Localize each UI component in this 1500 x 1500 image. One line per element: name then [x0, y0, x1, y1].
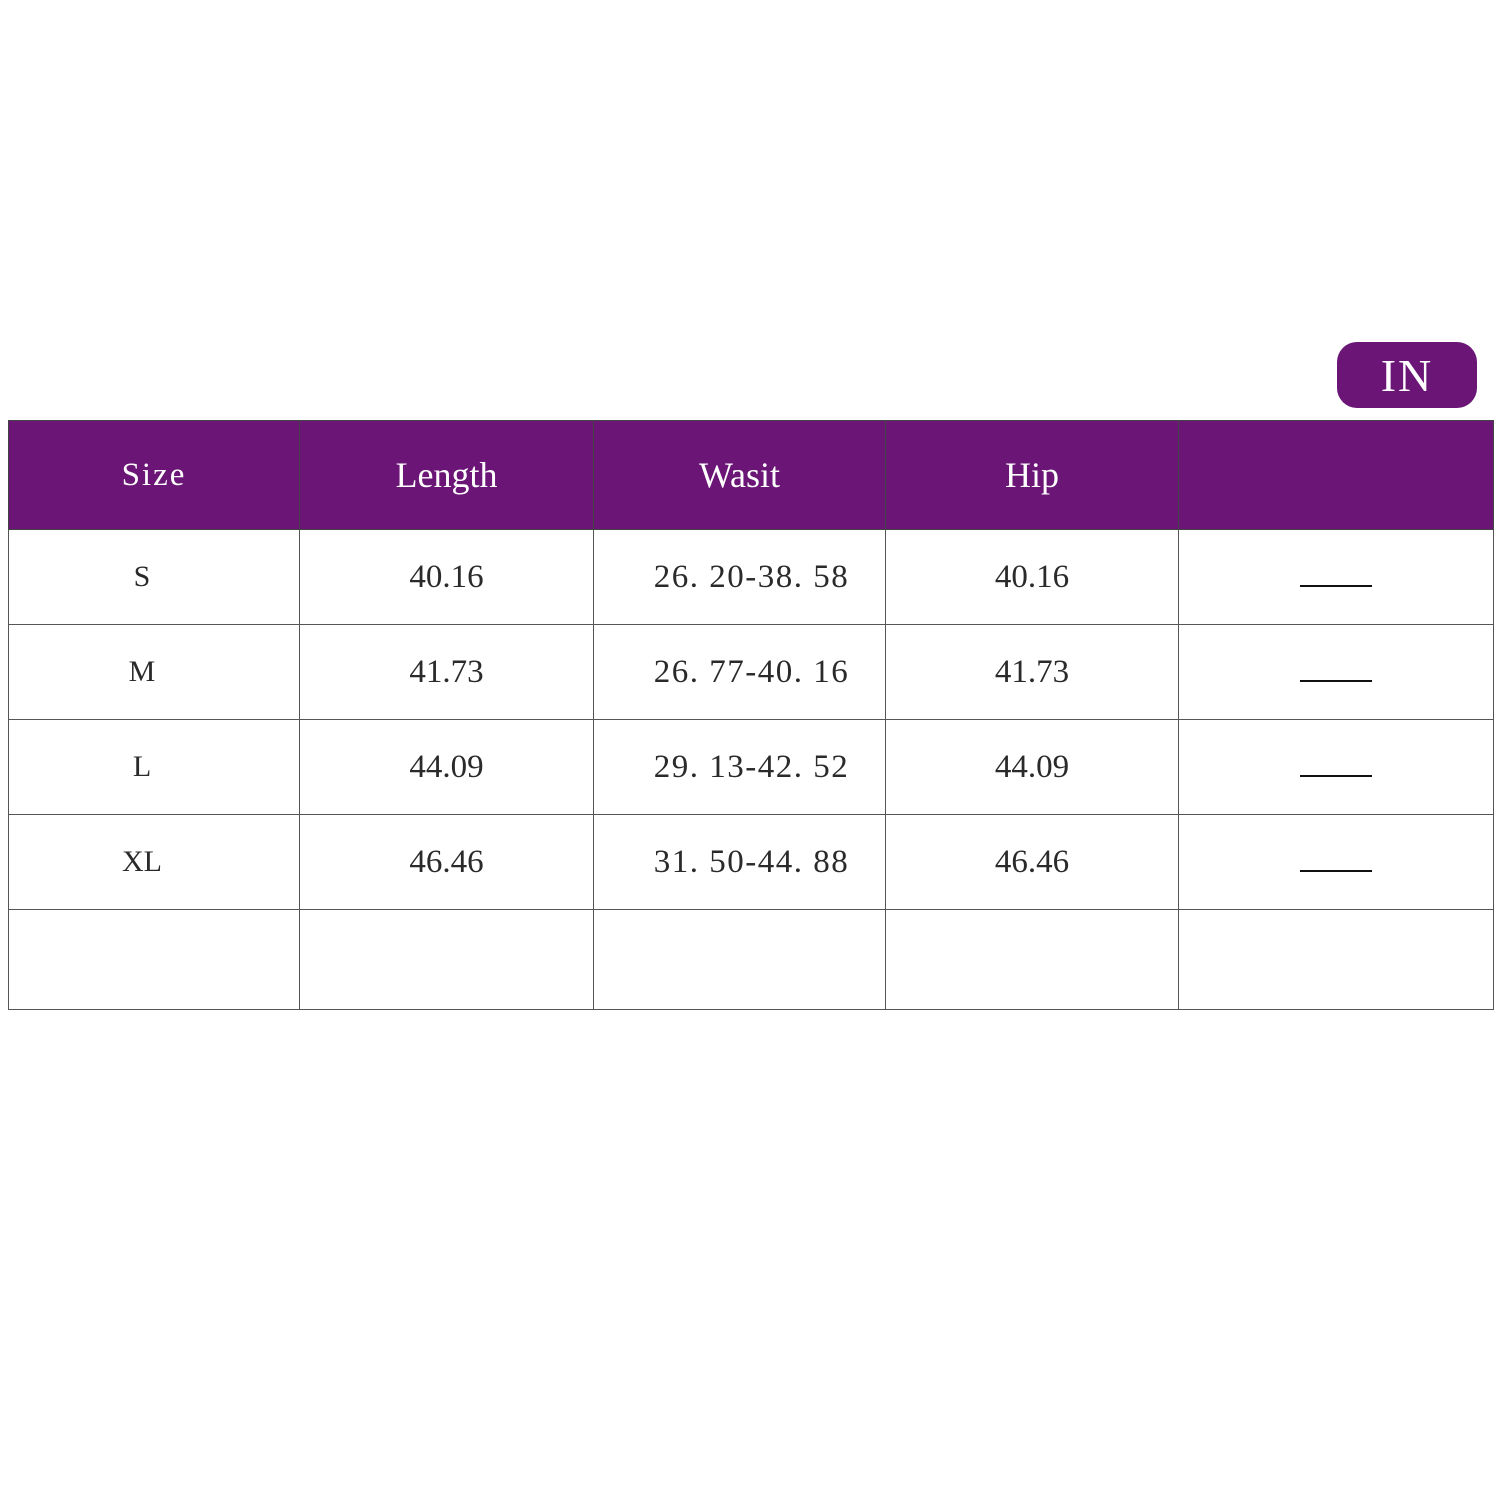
dash-icon [1300, 680, 1372, 682]
dash-cell [1179, 720, 1494, 815]
header-blank [1179, 421, 1494, 530]
size-chart-table [8, 420, 1494, 1010]
table-row [9, 530, 1494, 625]
empty-cell [1179, 910, 1494, 1010]
dash-cell [1179, 530, 1494, 625]
size-cell: L [9, 720, 300, 815]
empty-cell [9, 910, 300, 1010]
waist-cell: 29. 13-42. 52 [594, 720, 886, 815]
length-cell: 40.16 [300, 530, 594, 625]
table-header-row [9, 421, 1494, 530]
waist-cell: 26. 77-40. 16 [594, 625, 886, 720]
waist-cell: 26. 20-38. 58 [594, 530, 886, 625]
table-row [9, 720, 1494, 815]
waist-cell: 31. 50-44. 88 [594, 815, 886, 910]
length-cell: 44.09 [300, 720, 594, 815]
hip-cell: 41.73 [886, 625, 1179, 720]
size-cell: M [9, 625, 300, 720]
dash-cell [1179, 625, 1494, 720]
header-hip: Hip [886, 421, 1179, 530]
table-row [9, 625, 1494, 720]
hip-cell: 46.46 [886, 815, 1179, 910]
empty-cell [594, 910, 886, 1010]
length-cell: 46.46 [300, 815, 594, 910]
header-waist: Wasit [594, 421, 886, 530]
unit-badge: IN [1337, 342, 1477, 408]
dash-icon [1300, 775, 1372, 777]
dash-cell [1179, 815, 1494, 910]
size-cell: XL [9, 815, 300, 910]
table-row [9, 815, 1494, 910]
header-length: Length [300, 421, 594, 530]
dash-icon [1300, 870, 1372, 872]
size-cell: S [9, 530, 300, 625]
hip-cell: 44.09 [886, 720, 1179, 815]
header-size: Size [9, 421, 300, 530]
dash-icon [1300, 585, 1372, 587]
empty-table-row [9, 910, 1494, 1010]
empty-cell [886, 910, 1179, 1010]
length-cell: 41.73 [300, 625, 594, 720]
hip-cell: 40.16 [886, 530, 1179, 625]
empty-cell [300, 910, 594, 1010]
